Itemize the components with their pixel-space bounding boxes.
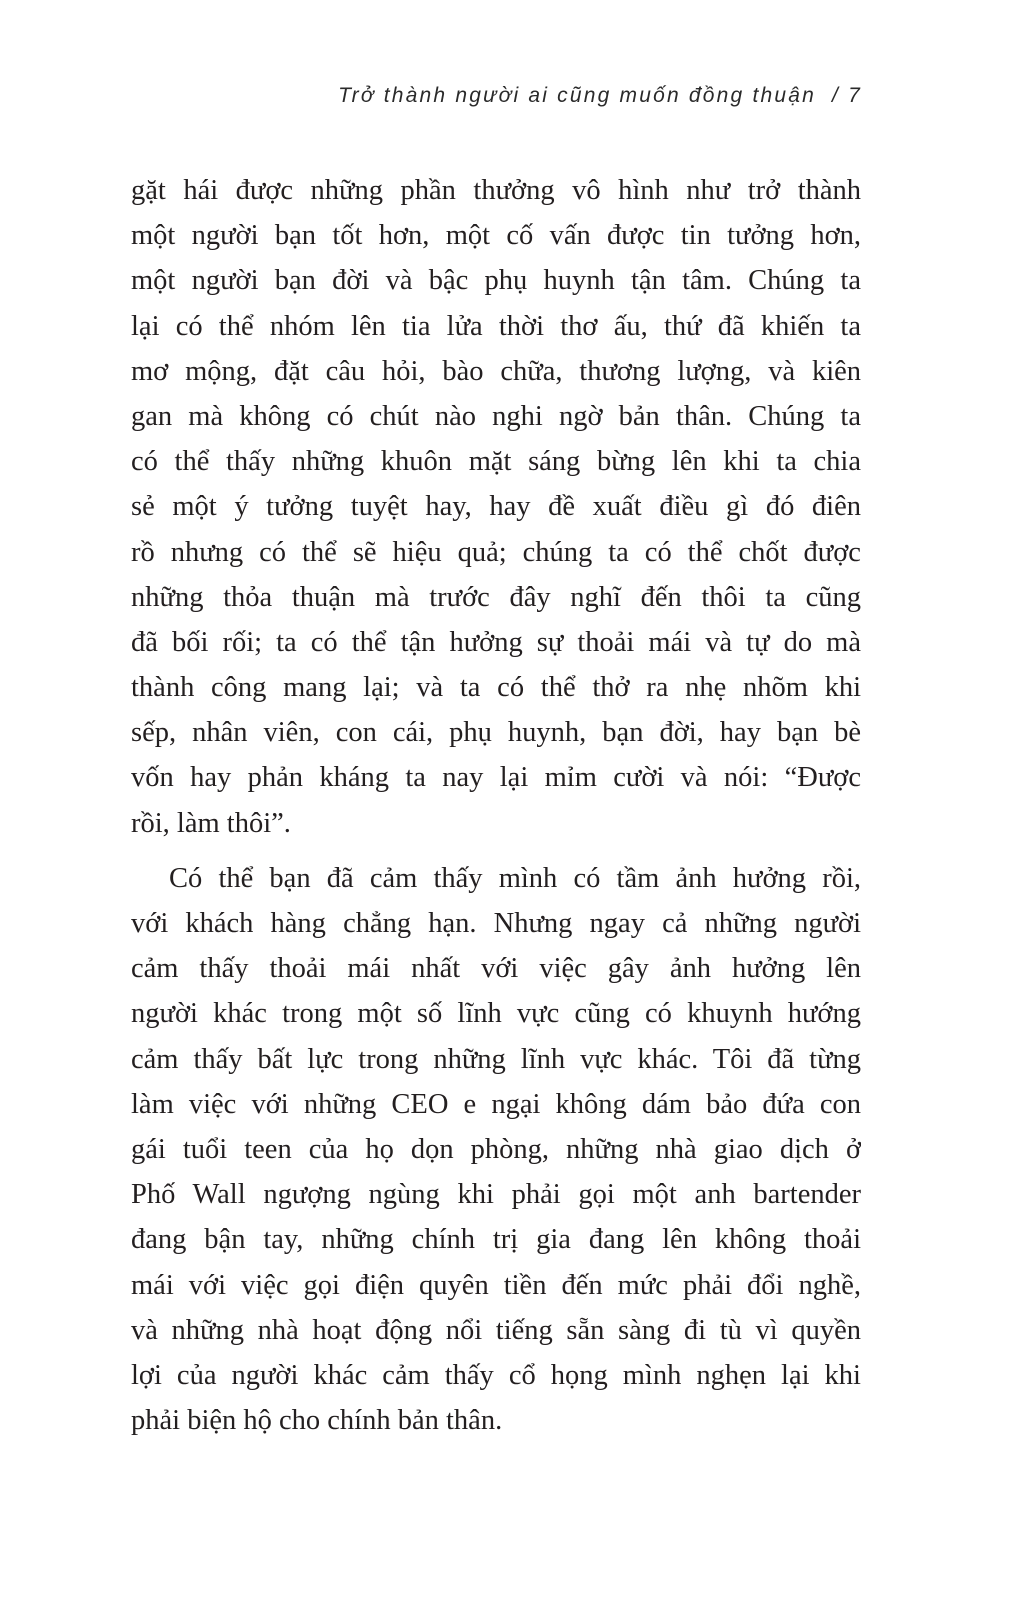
text-line: gái tuổi teen của họ dọn phòng, những nhà giao dịch ở [131, 1133, 861, 1165]
text-line: mái với việc gọi điện quyên tiền đến mức phải đổi nghề, [131, 1269, 861, 1301]
text-line: mơ mộng, đặt câu hỏi, bào chữa, thương lượng, và kiên [131, 355, 861, 387]
text-line: rồ nhưng có thể sẽ hiệu quả; chúng ta có thể chốt được [131, 536, 861, 568]
text-line: sếp, nhân viên, con cái, phụ huynh, bạn đời, hay bạn bè [131, 717, 861, 749]
header-separator: / [832, 84, 841, 107]
text-line: làm việc với những CEO e ngại không dám bảo đứa con [131, 1088, 861, 1120]
text-line: gặt hái được những phần thưởng vô hình như trở thành [131, 175, 861, 206]
paragraph-2 [131, 856, 861, 1443]
text-line: những thỏa thuận mà trước đây nghĩ đến thôi ta cũng [131, 581, 861, 613]
text-line: lợi của người khác cảm thấy cổ họng mình nghẹn lại khi [131, 1359, 861, 1391]
text-line: và những nhà hoạt động nổi tiếng sẵn sàng đi tù vì quyền [131, 1314, 861, 1346]
page-number: 7 [848, 84, 862, 107]
text-line: một người bạn tốt hơn, một cố vấn được tin tưởng hơn, [131, 220, 861, 252]
text-line: cảm thấy thoải mái nhất với việc gây ảnh hưởng lên [131, 953, 861, 985]
text-line: phải biện hộ cho chính bản thân. [131, 1405, 503, 1437]
text-line: thành công mang lại; và ta có thể thở ra nhẹ nhõm khi [131, 672, 861, 704]
text-line: gan mà không có chút nào nghi ngờ bản thân. Chúng ta [131, 400, 861, 432]
text-line: sẻ một ý tưởng tuyệt hay, hay đề xuất điều gì đó điên [131, 491, 861, 523]
running-header [338, 84, 862, 108]
body-text [131, 168, 861, 1443]
text-line: cảm thấy bất lực trong những lĩnh vực khác. Tôi đã từng [131, 1043, 861, 1075]
text-line: đang bận tay, những chính trị gia đang lên không thoải [131, 1224, 861, 1256]
chapter-title: Trở thành người ai cũng muốn đồng thuận [338, 84, 817, 107]
text-line: đã bối rối; ta có thể tận hưởng sự thoải mái và tự do mà [131, 626, 861, 658]
text-line: một người bạn đời và bậc phụ huynh tận tâm. Chúng ta [131, 265, 861, 297]
text-line: Có thể bạn đã cảm thấy mình có tầm ảnh hưởng rồi, [169, 862, 861, 894]
text-line: có thể thấy những khuôn mặt sáng bừng lên khi ta chia [131, 446, 861, 478]
text-line: rồi, làm thôi”. [131, 807, 291, 839]
text-line: người khác trong một số lĩnh vực cũng có khuynh hướng [131, 998, 861, 1030]
text-line: với khách hàng chẳng hạn. Nhưng ngay cả những người [131, 908, 861, 939]
text-line: Phố Wall ngượng ngùng khi phải gọi một anh bartender [131, 1179, 861, 1211]
text-line: vốn hay phản kháng ta nay lại mỉm cười và nói: “Được [131, 762, 861, 794]
text-line: lại có thể nhóm lên tia lửa thời thơ ấu, thứ đã khiến ta [131, 310, 861, 342]
paragraph-1 [131, 168, 861, 846]
